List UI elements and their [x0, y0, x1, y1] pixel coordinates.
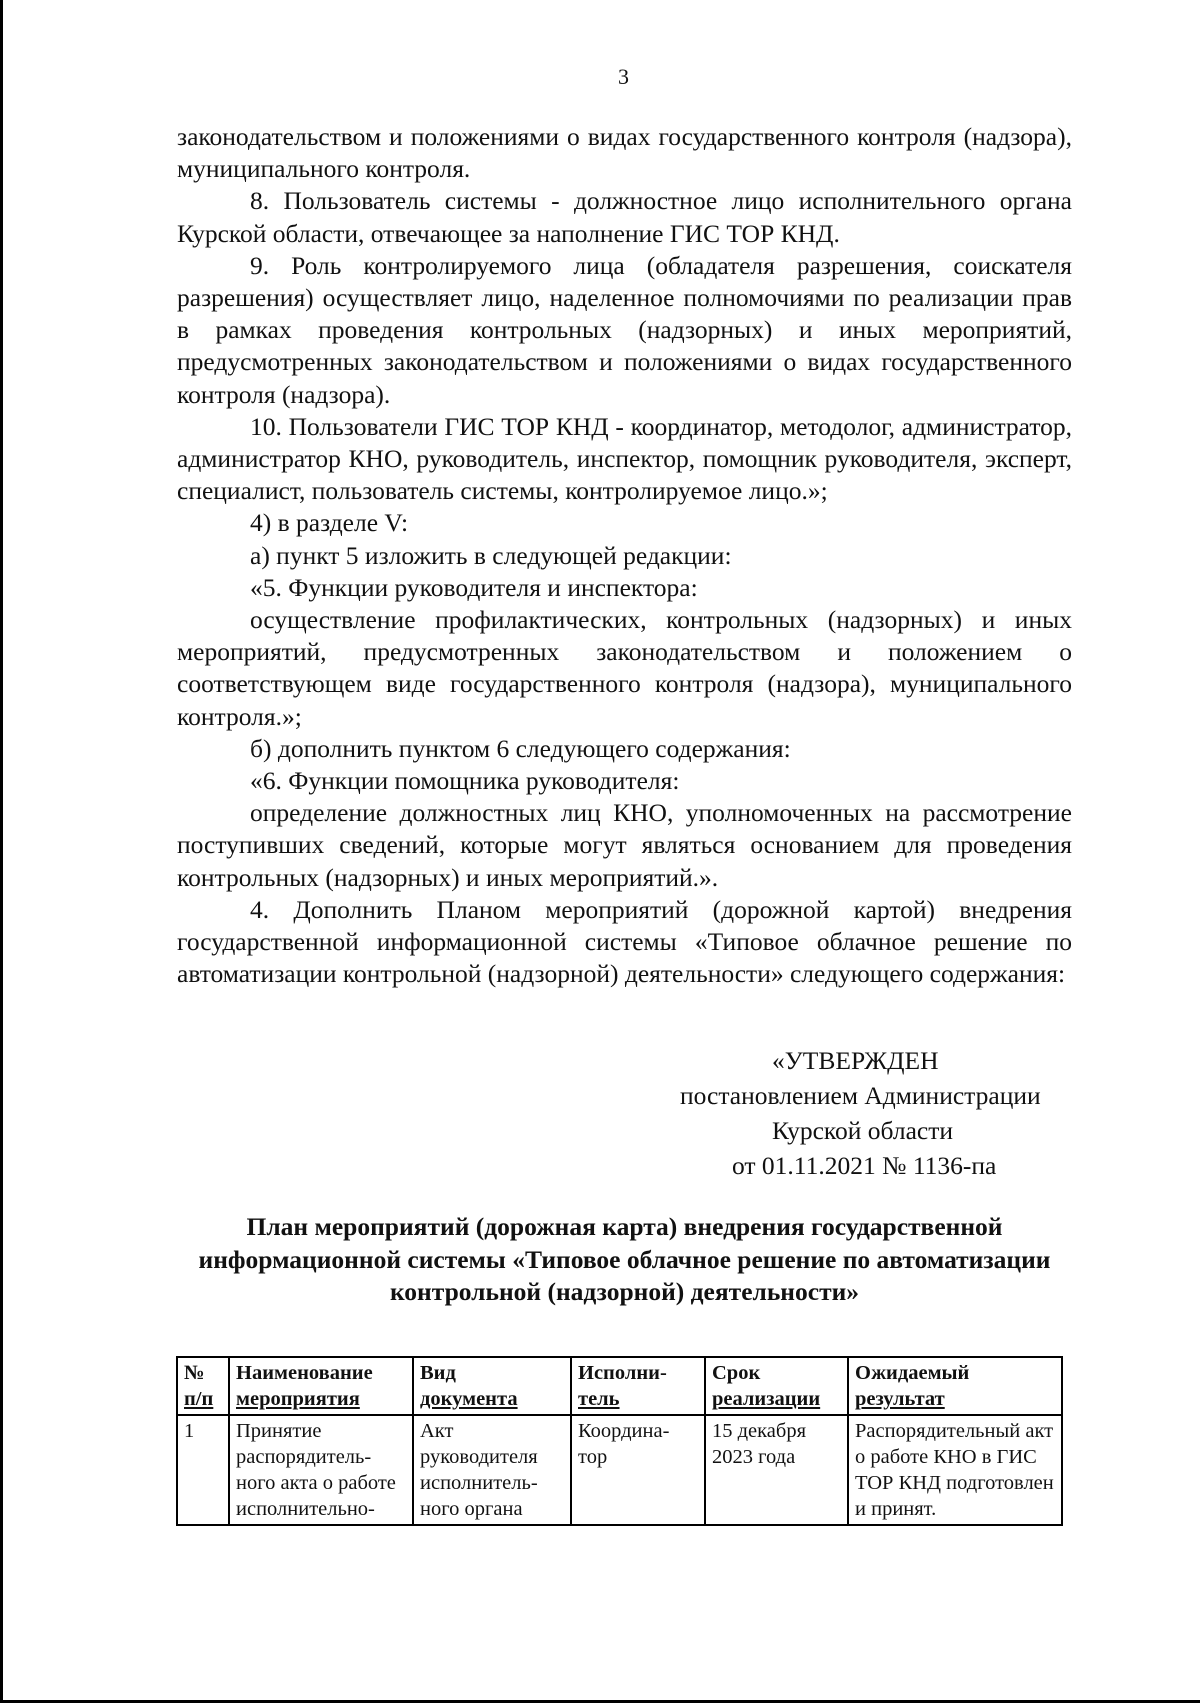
- paragraph: 10. Пользователи ГИС ТОР КНД - координатор, методолог, администратор, администратор КНО, руководитель, инспектор, помощник руководителя, эксперт, специалист, пользователь системы, контролируемое лицо.»;: [177, 411, 1072, 506]
- cell-doc: Акт руководителя исполнитель-ного органа: [413, 1415, 571, 1525]
- header-deadline: [705, 1357, 848, 1415]
- paragraph: 4. Дополнить Планом мероприятий (дорожной картой) внедрения государственной информационной системы «Типовое облачное решение по автоматизации контрольной (надзорной) деятельности» следующего содержания:: [177, 894, 1072, 989]
- header-text: Наименование: [236, 1362, 373, 1384]
- header-text: Вид: [420, 1362, 456, 1384]
- header-text: Исполни-: [578, 1362, 667, 1384]
- header-text: документа: [420, 1388, 518, 1410]
- page-number: 3: [618, 64, 629, 89]
- paragraph: «6. Функции помощника руководителя:: [250, 766, 680, 796]
- paragraph: а) пункт 5 изложить в следующей редакции:: [250, 540, 732, 570]
- paragraph: б) дополнить пунктом 6 следующего содержания:: [250, 733, 791, 763]
- table-row: [177, 1415, 1062, 1525]
- header-text: результат: [855, 1388, 945, 1410]
- table-header-row: [177, 1357, 1062, 1415]
- approval-line: «УТВЕРЖДЕН: [772, 1046, 939, 1075]
- header-result: [848, 1357, 1062, 1415]
- paragraph: «5. Функции руководителя и инспектора:: [250, 572, 698, 602]
- cell-result: Распорядительный акт о работе КНО в ГИС ТОР КНД подготовлен и принят.: [848, 1415, 1062, 1525]
- paragraph: законодательством и положениями о видах государственного контроля (надзора), муниципального контроля.: [177, 122, 1072, 184]
- header-name: [229, 1357, 413, 1415]
- header-text: Срок: [712, 1362, 761, 1384]
- plan-table: [176, 1356, 1063, 1526]
- cell-num: 1: [177, 1415, 229, 1525]
- cell-name: Принятие распорядитель-ного акта о работе исполнительно-: [229, 1415, 413, 1525]
- approval-stamp-block: [670, 1043, 1070, 1183]
- plan-title: План мероприятий (дорожная карта) внедрения государственной информационной системы «Типовое облачное решение по автоматизации контрольной (надзорной) деятельности»: [198, 1212, 1051, 1306]
- paragraph: 8. Пользователь системы - должностное лицо исполнительного органа Курской области, отвечающее за наполнение ГИС ТОР КНД.: [177, 186, 1072, 248]
- header-num: [177, 1357, 229, 1415]
- body-text: [177, 121, 1072, 990]
- cell-executor: Координа-тор: [571, 1415, 705, 1525]
- header-text: п/п: [184, 1388, 214, 1410]
- header-text: Ожидаемый: [855, 1362, 970, 1384]
- header-text: реализации: [712, 1388, 821, 1410]
- header-doc: [413, 1357, 571, 1415]
- paragraph: осуществление профилактических, контрольных (надзорных) и иных мероприятий, предусмотренных законодательством и положением о соответствующем виде государственного контроля (надзора), муниципального контроля.»;: [177, 605, 1072, 731]
- approval-line: Курской области: [772, 1116, 954, 1145]
- paragraph: 9. Роль контролируемого лица (обладателя разрешения, соискателя разрешения) осуществляет лицо, наделенное полномочиями по реализации прав в рамках проведения контрольных (надзорных) и иных мероприятий, предусмотренных законодательством и положениями о видах государственного контроля (надзора).: [177, 250, 1072, 409]
- approval-line: от 01.11.2021 № 1136-па: [732, 1151, 997, 1180]
- header-text: №: [184, 1362, 205, 1384]
- paragraph: определение должностных лиц КНО, уполномоченных на рассмотрение поступивших сведений, которые могут являться основанием для проведения контрольных (надзорных) и иных мероприятий.».: [177, 798, 1072, 892]
- cell-deadline: 15 декабря 2023 года: [705, 1415, 848, 1525]
- header-text: мероприятия: [236, 1388, 360, 1410]
- paragraph: 4) в разделе V:: [250, 508, 409, 538]
- header-text: тель: [578, 1388, 620, 1410]
- header-executor: [571, 1357, 705, 1415]
- approval-line: постановлением Администрации: [680, 1081, 1041, 1110]
